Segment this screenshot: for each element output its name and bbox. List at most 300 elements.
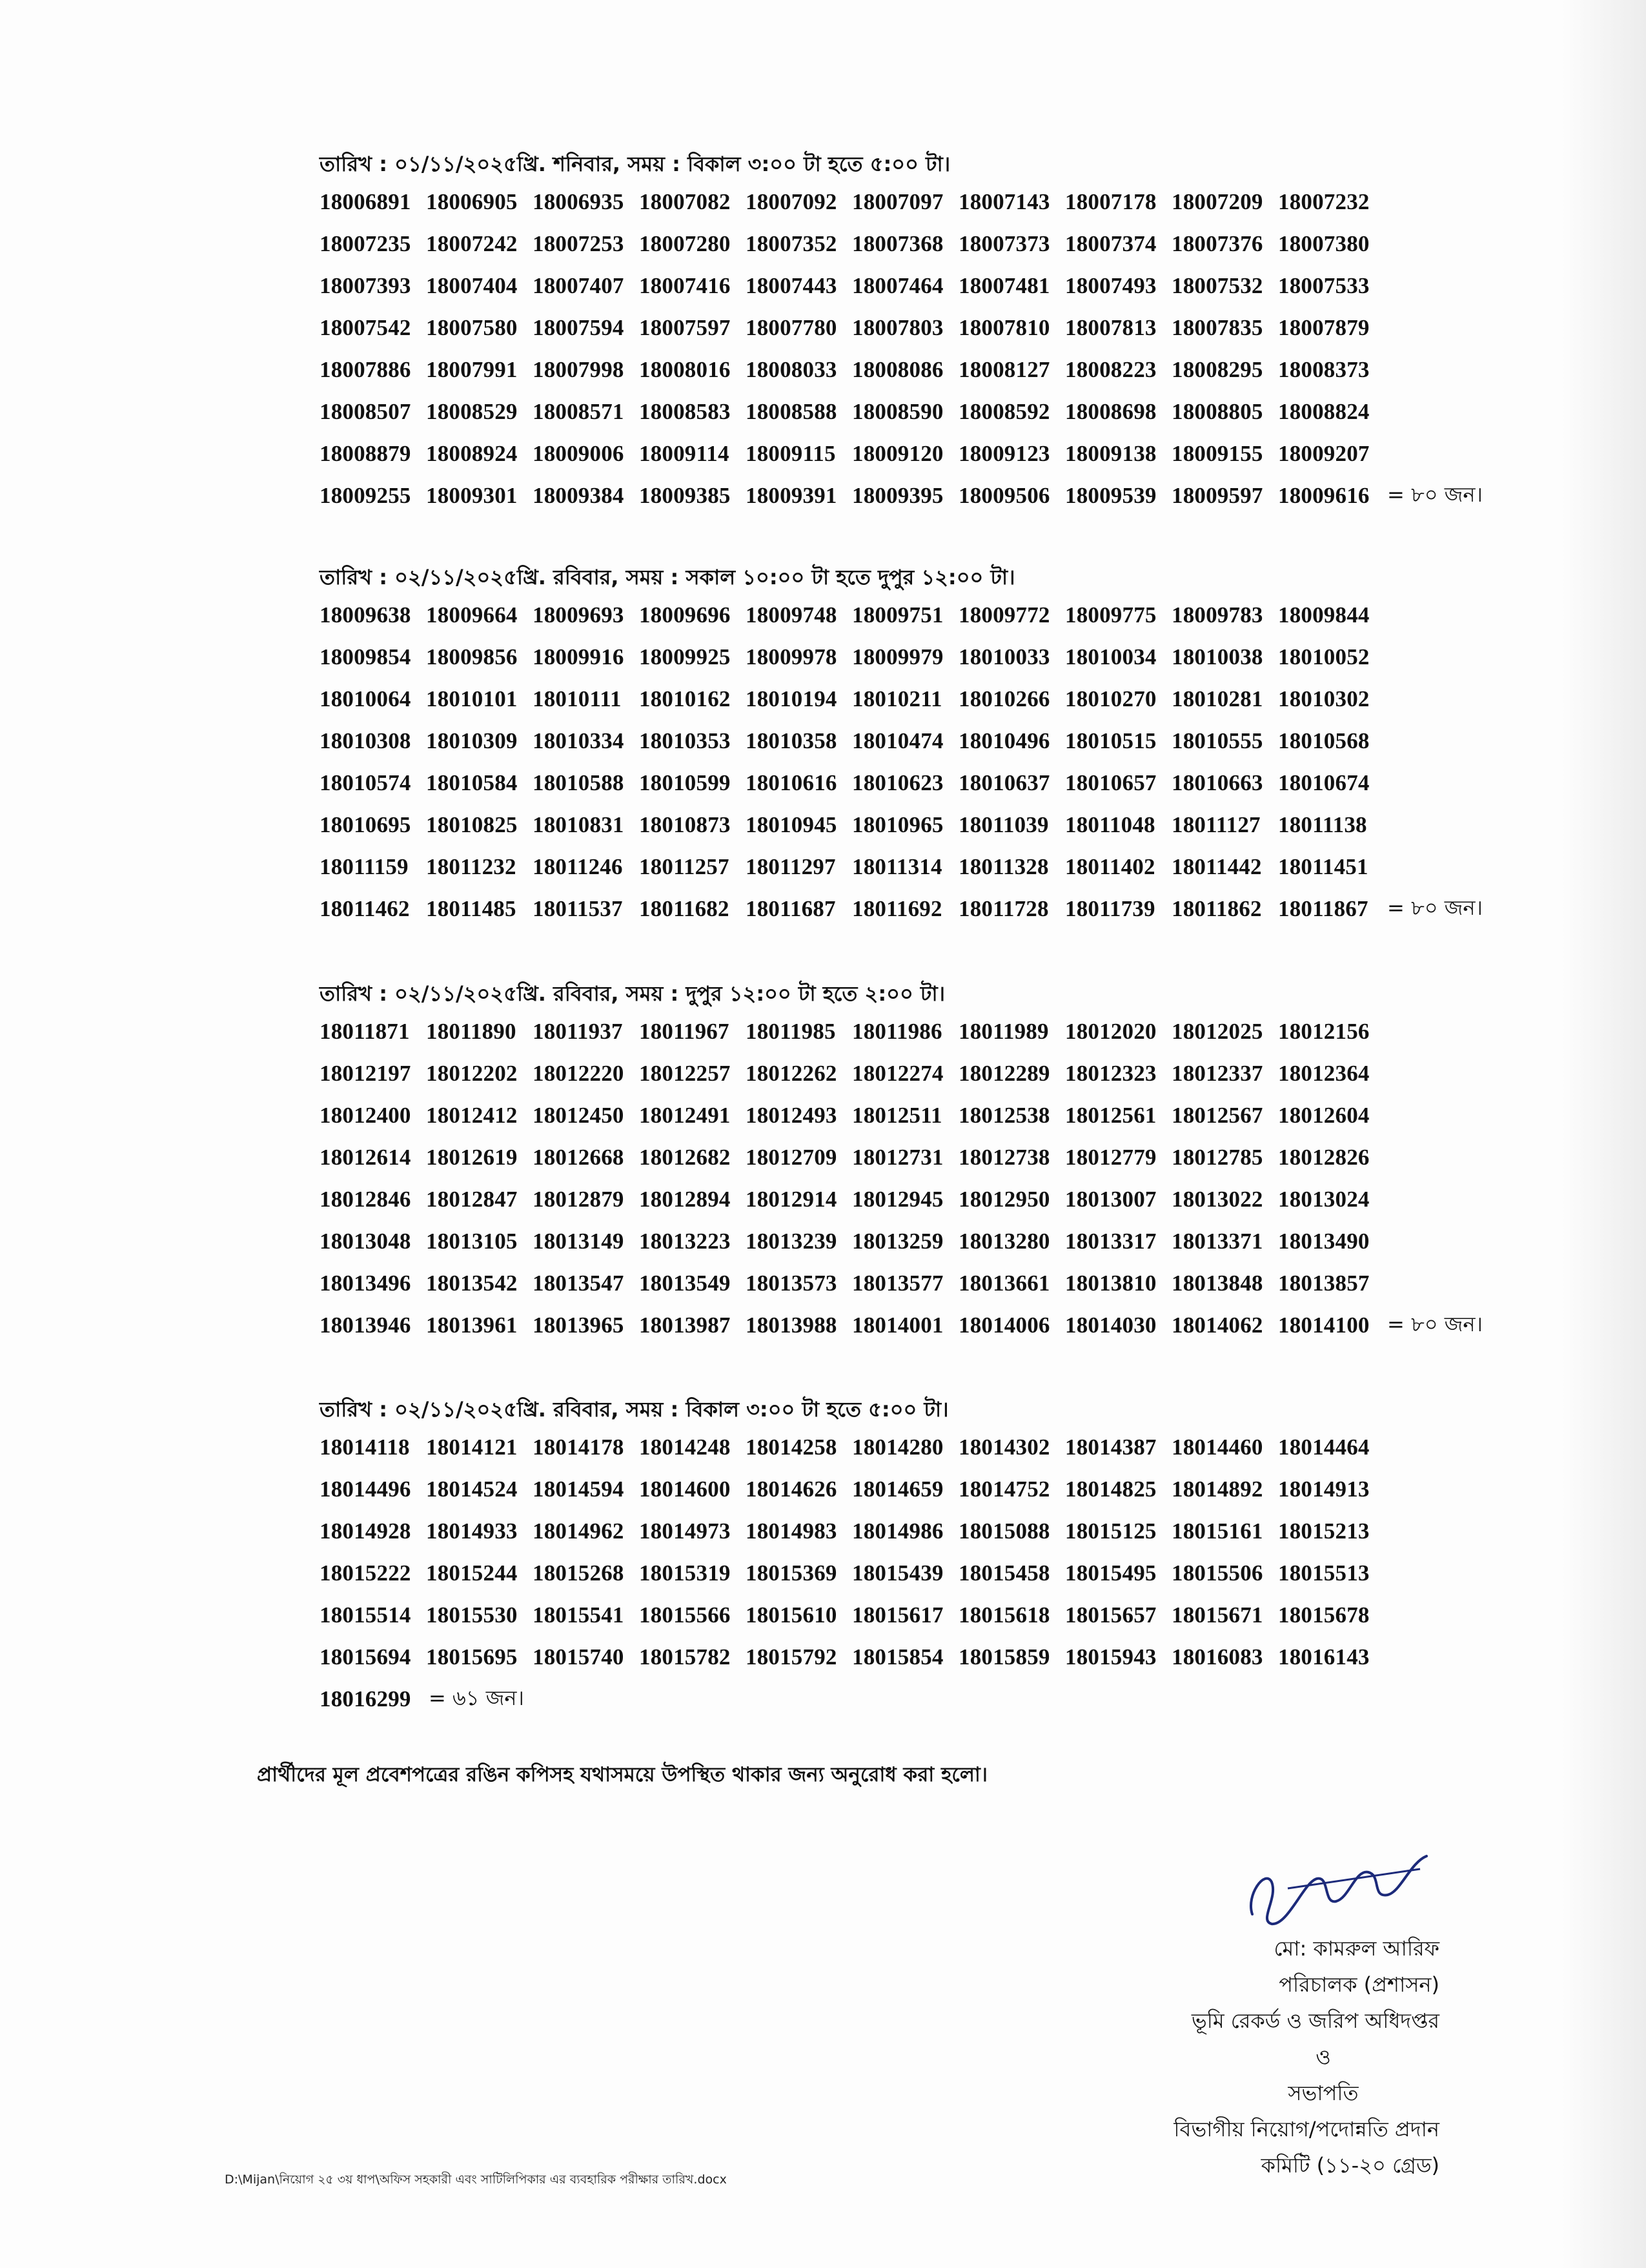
roll-number: 18011462	[320, 895, 410, 921]
roll-number: 18009748	[746, 602, 837, 628]
section-heading: তারিখ : ০২/১১/২০২৫খ্রি. রবিবার, সময় : দুপুর ১২:০০ টা হতে ২:০০ টা।	[320, 981, 946, 1006]
roll-number: 18010873	[639, 812, 731, 837]
roll-number: 18014913	[1278, 1476, 1370, 1502]
roll-number: 18013149	[533, 1228, 624, 1254]
roll-number: 18010965	[852, 812, 944, 837]
roll-number: 18012538	[959, 1102, 1050, 1128]
roll-number: 18007532	[1172, 272, 1263, 298]
roll-number: 18009207	[1278, 440, 1370, 466]
roll-row	[320, 307, 1546, 349]
roll-number: 18015495	[1065, 1560, 1157, 1586]
schedule-section	[320, 147, 1546, 516]
roll-number: 18011485	[426, 895, 516, 921]
roll-number: 18008373	[1278, 356, 1370, 382]
roll-row	[320, 181, 1546, 223]
roll-row	[320, 1426, 1546, 1468]
roll-number: 18010674	[1278, 770, 1370, 795]
roll-number: 18014659	[852, 1476, 944, 1502]
roll-number: 18010616	[746, 770, 837, 795]
roll-number: 18011138	[1278, 812, 1367, 837]
roll-row	[320, 1468, 1546, 1510]
roll-number: 18011257	[639, 853, 729, 879]
roll-number: 18011682	[639, 895, 729, 921]
roll-row	[320, 594, 1546, 636]
roll-number: 18007143	[959, 189, 1050, 214]
roll-number: 18015740	[533, 1644, 624, 1670]
committee-line-2: কমিটি (১১-২০ গ্রেড)	[1261, 2153, 1439, 2178]
roll-number: 18012262	[746, 1060, 837, 1086]
roll-number: 18009255	[320, 482, 411, 508]
roll-number: 18013239	[746, 1228, 837, 1254]
conjunction: ও	[1316, 2045, 1331, 2069]
roll-number: 18010162	[639, 686, 731, 711]
roll-number: 18006891	[320, 189, 411, 214]
roll-number: 18010637	[959, 770, 1050, 795]
roll-row	[320, 1678, 1546, 1720]
roll-number: 18011890	[426, 1018, 516, 1044]
roll-number: 18007082	[639, 189, 731, 214]
roll-number: 18009693	[533, 602, 624, 628]
roll-row	[320, 720, 1546, 762]
roll-row	[320, 1094, 1546, 1136]
roll-number: 18013549	[639, 1270, 731, 1296]
roll-number: 18015695	[426, 1644, 518, 1670]
roll-number: 18010033	[959, 644, 1050, 669]
roll-number: 18011328	[959, 853, 1049, 879]
roll-number: 18013259	[852, 1228, 944, 1254]
roll-number: 18012879	[533, 1186, 624, 1212]
roll-number: 18011451	[1278, 853, 1368, 879]
roll-number: 18015617	[852, 1602, 944, 1628]
roll-number: 18007407	[533, 272, 624, 298]
roll-number: 18015369	[746, 1560, 837, 1586]
roll-number: 18015610	[746, 1602, 837, 1628]
roll-row	[320, 1220, 1546, 1262]
roll-number: 18009751	[852, 602, 944, 628]
roll-number: 18007380	[1278, 230, 1370, 256]
roll-number: 18010052	[1278, 644, 1370, 669]
roll-number: 18012412	[426, 1102, 518, 1128]
roll-number: 18009597	[1172, 482, 1263, 508]
roll-number: 18007533	[1278, 272, 1370, 298]
roll-number: 18012950	[959, 1186, 1050, 1212]
roll-number: 18014460	[1172, 1434, 1263, 1460]
roll-number: 18007594	[533, 314, 624, 340]
roll-number: 18011989	[959, 1018, 1049, 1044]
committee-line-1: বিভাগীয় নিয়োগ/পদোন্নতি প্রদান	[1174, 2117, 1439, 2141]
roll-number: 18012197	[320, 1060, 411, 1086]
roll-number: 18012604	[1278, 1102, 1370, 1128]
roll-number: 18010309	[426, 728, 518, 753]
roll-number: 18008879	[320, 440, 411, 466]
roll-number: 18012511	[852, 1102, 942, 1128]
roll-number: 18009696	[639, 602, 731, 628]
roll-row	[320, 1010, 1546, 1052]
roll-number: 18014496	[320, 1476, 411, 1502]
roll-number: 18009925	[639, 644, 731, 669]
roll-number: 18013848	[1172, 1270, 1263, 1296]
roll-number: 18014524	[426, 1476, 518, 1502]
roll-number: 18015678	[1278, 1602, 1370, 1628]
roll-row	[320, 888, 1546, 930]
roll-number: 18013223	[639, 1228, 731, 1254]
roll-row	[320, 265, 1546, 307]
roll-row	[320, 1178, 1546, 1220]
roll-number: 18012709	[746, 1144, 837, 1170]
roll-number: 18007373	[959, 230, 1050, 256]
roll-number: 18010101	[426, 686, 518, 711]
roll-number: 18009978	[746, 644, 837, 669]
roll-number: 18008295	[1172, 356, 1263, 382]
roll-number: 18015541	[533, 1602, 624, 1628]
roll-number: 18007232	[1278, 189, 1370, 214]
roll-number: 18013105	[426, 1228, 518, 1254]
roll-number: 18007280	[639, 230, 731, 256]
roll-number: 18010695	[320, 812, 411, 837]
file-path-footer: D:\Mijan\নিয়োগ ২৫ ৩য় ধাপ\অফিস সহকারী এবং সাটিলিপিকার এর ব্যবহারিক পরীক্ষার তারিখ.docx	[225, 2172, 727, 2187]
roll-number: 18015859	[959, 1644, 1050, 1670]
roll-number: 18013371	[1172, 1228, 1263, 1254]
roll-number: 18009385	[639, 482, 731, 508]
roll-row	[320, 1262, 1546, 1304]
roll-number: 18015694	[320, 1644, 411, 1670]
roll-number: 18010111	[533, 686, 622, 711]
roll-number: 18010211	[852, 686, 942, 711]
roll-number: 18014464	[1278, 1434, 1370, 1460]
roll-number: 18014600	[639, 1476, 731, 1502]
roll-number: 18015268	[533, 1560, 624, 1586]
roll-number: 18012257	[639, 1060, 731, 1086]
roll-number: 18010831	[533, 812, 624, 837]
roll-number: 18013547	[533, 1270, 624, 1296]
roll-number: 18010599	[639, 770, 731, 795]
roll-row	[320, 1636, 1546, 1678]
signer-name: মো: কামরুল আরিফ	[1274, 1936, 1439, 1961]
roll-number: 18013542	[426, 1270, 518, 1296]
roll-number: 18008507	[320, 398, 411, 424]
roll-number: 18010038	[1172, 644, 1263, 669]
roll-number: 18008824	[1278, 398, 1370, 424]
roll-row	[320, 1052, 1546, 1094]
roll-number: 18008590	[852, 398, 944, 424]
roll-number: 18007376	[1172, 230, 1263, 256]
roll-number: 18014933	[426, 1518, 518, 1544]
roll-number: 18013007	[1065, 1186, 1157, 1212]
roll-number: 18007879	[1278, 314, 1370, 340]
roll-number: 18012894	[639, 1186, 731, 1212]
roll-number: 18009155	[1172, 440, 1263, 466]
roll-number: 18012567	[1172, 1102, 1263, 1128]
roll-number: 18013490	[1278, 1228, 1370, 1254]
roll-number: 18007580	[426, 314, 518, 340]
roll-number: 18009006	[533, 440, 624, 466]
roll-number: 18010568	[1278, 728, 1370, 753]
roll-number: 18010657	[1065, 770, 1157, 795]
roll-number: 18007092	[746, 189, 837, 214]
roll-number: 18013946	[320, 1312, 411, 1338]
roll-number: 18011314	[852, 853, 942, 879]
roll-number: 18012779	[1065, 1144, 1157, 1170]
roll-number: 18012826	[1278, 1144, 1370, 1170]
roll-number: 18012202	[426, 1060, 518, 1086]
roll-number: 18007374	[1065, 230, 1157, 256]
roll-number: 18007780	[746, 314, 837, 340]
roll-number: 18012156	[1278, 1018, 1370, 1044]
roll-number: 18007368	[852, 230, 944, 256]
roll-number: 18012614	[320, 1144, 411, 1170]
roll-number: 18014248	[639, 1434, 731, 1460]
roll-number: 18007542	[320, 314, 411, 340]
roll-number: 18010584	[426, 770, 518, 795]
roll-number: 18014118	[320, 1434, 410, 1460]
instruction-note: প্রার্থীদের মূল প্রবেশপত্রের রঙিন কপিসহ যথাসময়ে উপস্থিত থাকার জন্য অনুরোধ করা হলো।	[257, 1763, 988, 1786]
roll-number: 18012731	[852, 1144, 944, 1170]
roll-number: 18013317	[1065, 1228, 1157, 1254]
roll-number: 18013048	[320, 1228, 411, 1254]
roll-number: 18007886	[320, 356, 411, 382]
roll-number: 18011986	[852, 1018, 942, 1044]
roll-number: 18016083	[1172, 1644, 1263, 1670]
roll-number: 18015161	[1172, 1518, 1263, 1544]
roll-number: 18012400	[320, 1102, 411, 1128]
roll-number: 18011728	[959, 895, 1049, 921]
roll-number: 18007178	[1065, 189, 1157, 214]
roll-number: 18014258	[746, 1434, 837, 1460]
roll-number: 18007493	[1065, 272, 1157, 298]
roll-number: 18013496	[320, 1270, 411, 1296]
roll-number: 18015213	[1278, 1518, 1370, 1544]
roll-number: 18007393	[320, 272, 411, 298]
roll-number: 18007803	[852, 314, 944, 340]
roll-number: 18015618	[959, 1602, 1050, 1628]
roll-number: 18012846	[320, 1186, 411, 1212]
roll-number: 18007597	[639, 314, 731, 340]
roll-number: 18011985	[746, 1018, 836, 1044]
roll-number: 18011692	[852, 895, 942, 921]
roll-number: 18009114	[639, 440, 729, 466]
roll-number: 18010623	[852, 770, 944, 795]
roll-number: 18010663	[1172, 770, 1263, 795]
roll-number: 18009138	[1065, 440, 1157, 466]
roll-number: 18011871	[320, 1018, 410, 1044]
roll-number: 18010574	[320, 770, 411, 795]
roll-number: 18013988	[746, 1312, 837, 1338]
roll-number: 18015513	[1278, 1560, 1370, 1586]
roll-number: 18013573	[746, 1270, 837, 1296]
roll-number: 18015506	[1172, 1560, 1263, 1586]
roll-number: 18011687	[746, 895, 836, 921]
roll-number: 18013280	[959, 1228, 1050, 1254]
section-total: = ৮০ জন।	[1387, 482, 1483, 507]
roll-number: 18014928	[320, 1518, 411, 1544]
roll-number: 18010474	[852, 728, 944, 753]
roll-number: 18011039	[959, 812, 1049, 837]
roll-number: 18011127	[1172, 812, 1261, 837]
roll-row	[320, 636, 1546, 678]
roll-number: 18007443	[746, 272, 837, 298]
roll-number: 18010945	[746, 812, 837, 837]
roll-number: 18009539	[1065, 482, 1157, 508]
roll-number: 18008223	[1065, 356, 1157, 382]
roll-number: 18009301	[426, 482, 518, 508]
roll-number: 18012914	[746, 1186, 837, 1212]
roll-number: 18010064	[320, 686, 411, 711]
roll-number: 18007998	[533, 356, 624, 382]
roll-number: 18007813	[1065, 314, 1157, 340]
roll-number: 18014986	[852, 1518, 944, 1544]
roll-number: 18014387	[1065, 1434, 1157, 1460]
roll-number: 18011862	[1172, 895, 1262, 921]
roll-number: 18009916	[533, 644, 624, 669]
roll-number: 18010555	[1172, 728, 1263, 753]
roll-number: 18009775	[1065, 602, 1157, 628]
roll-number: 18015530	[426, 1602, 518, 1628]
roll-number: 18011402	[1065, 853, 1155, 879]
roll-number: 18006905	[426, 189, 518, 214]
roll-number: 18012738	[959, 1144, 1050, 1170]
roll-number: 18012450	[533, 1102, 624, 1128]
roll-number: 18014302	[959, 1434, 1050, 1460]
roll-number: 18007404	[426, 272, 518, 298]
roll-number: 18012493	[746, 1102, 837, 1128]
roll-number: 18007352	[746, 230, 837, 256]
roll-number: 18011048	[1065, 812, 1155, 837]
roll-number: 18014178	[533, 1434, 624, 1460]
roll-number: 18007253	[533, 230, 624, 256]
roll-number: 18009395	[852, 482, 944, 508]
roll-number: 18014280	[852, 1434, 944, 1460]
roll-number: 18013965	[533, 1312, 624, 1338]
roll-number: 18010358	[746, 728, 837, 753]
roll-number: 18009844	[1278, 602, 1370, 628]
roll-number: 18007235	[320, 230, 411, 256]
roll-number: 18007835	[1172, 314, 1263, 340]
roll-number: 18010334	[533, 728, 624, 753]
roll-number: 18011937	[533, 1018, 623, 1044]
roll-number: 18008592	[959, 398, 1050, 424]
roll-number: 18011246	[533, 853, 623, 879]
roll-number: 18012025	[1172, 1018, 1263, 1044]
roll-number: 18015854	[852, 1644, 944, 1670]
roll-row	[320, 846, 1546, 888]
roll-number: 18008529	[426, 398, 518, 424]
roll-number: 18007097	[852, 189, 944, 214]
roll-number: 18013024	[1278, 1186, 1370, 1212]
roll-number: 18009979	[852, 644, 944, 669]
roll-number: 18015657	[1065, 1602, 1157, 1628]
roll-row	[320, 223, 1546, 265]
section-total: = ৮০ জন।	[1387, 1311, 1483, 1336]
roll-number: 18009384	[533, 482, 624, 508]
schedule-section	[320, 560, 1546, 930]
roll-row	[320, 349, 1546, 391]
roll-number: 18015943	[1065, 1644, 1157, 1670]
handwritten-signature	[1226, 1843, 1433, 1934]
schedule-section	[320, 1393, 1546, 1720]
roll-row	[320, 1136, 1546, 1178]
roll-number: 18008086	[852, 356, 944, 382]
roll-number: 18012337	[1172, 1060, 1263, 1086]
roll-number: 18014983	[746, 1518, 837, 1544]
roll-number: 18007810	[959, 314, 1050, 340]
roll-number: 18012274	[852, 1060, 944, 1086]
roll-number: 18008924	[426, 440, 518, 466]
roll-number: 18007991	[426, 356, 518, 382]
roll-number: 18012220	[533, 1060, 624, 1086]
roll-number: 18015782	[639, 1644, 731, 1670]
section-heading: তারিখ : ০১/১১/২০২৫খ্রি. শনিবার, সময় : বিকাল ৩:০০ টা হতে ৫:০০ টা।	[320, 152, 951, 176]
roll-number: 18007416	[639, 272, 731, 298]
roll-row	[320, 1552, 1546, 1594]
roll-number: 18008571	[533, 398, 624, 424]
roll-number: 18012619	[426, 1144, 518, 1170]
roll-number: 18008583	[639, 398, 731, 424]
roll-number: 18010588	[533, 770, 624, 795]
roll-number: 18009616	[1278, 482, 1370, 508]
roll-number: 18008033	[746, 356, 837, 382]
roll-number: 18015458	[959, 1560, 1050, 1586]
roll-number: 18012668	[533, 1144, 624, 1170]
roll-number: 18012945	[852, 1186, 944, 1212]
roll-number: 18009854	[320, 644, 411, 669]
roll-number: 18010496	[959, 728, 1050, 753]
roll-number: 18010266	[959, 686, 1050, 711]
roll-number: 18013661	[959, 1270, 1050, 1296]
roll-number: 18012491	[639, 1102, 731, 1128]
roll-number: 18014030	[1065, 1312, 1157, 1338]
roll-number: 18008698	[1065, 398, 1157, 424]
roll-number: 18014752	[959, 1476, 1050, 1502]
roll-number: 18008805	[1172, 398, 1263, 424]
roll-number: 18011967	[639, 1018, 729, 1044]
roll-number: 18013961	[426, 1312, 518, 1338]
roll-number: 18010353	[639, 728, 731, 753]
schedule-section	[320, 977, 1546, 1346]
roll-number: 18012323	[1065, 1060, 1157, 1086]
roll-number: 18013857	[1278, 1270, 1370, 1296]
roll-number: 18012561	[1065, 1102, 1157, 1128]
roll-number: 18009856	[426, 644, 518, 669]
section-total: = ৮০ জন।	[1387, 895, 1483, 920]
roll-row	[320, 804, 1546, 846]
roll-number: 18010194	[746, 686, 837, 711]
roll-number: 18011442	[1172, 853, 1262, 879]
roll-row	[320, 1304, 1546, 1346]
roll-number: 18015319	[639, 1560, 731, 1586]
roll-number: 18008588	[746, 398, 837, 424]
signer-role: সভাপতি	[1288, 2081, 1359, 2105]
roll-row	[320, 391, 1546, 433]
roll-number: 18011867	[1278, 895, 1368, 921]
roll-number: 18014973	[639, 1518, 731, 1544]
roll-number: 18012785	[1172, 1144, 1263, 1170]
roll-number: 18014062	[1172, 1312, 1263, 1338]
roll-number: 18012364	[1278, 1060, 1370, 1086]
roll-number: 18007209	[1172, 189, 1263, 214]
roll-number: 18011537	[533, 895, 623, 921]
roll-number: 18015222	[320, 1560, 411, 1586]
roll-number: 18009506	[959, 482, 1050, 508]
roll-number: 18014626	[746, 1476, 837, 1502]
roll-number: 18014892	[1172, 1476, 1263, 1502]
roll-number: 18015125	[1065, 1518, 1157, 1544]
roll-row	[320, 433, 1546, 475]
roll-number: 18007242	[426, 230, 518, 256]
roll-number: 18013022	[1172, 1186, 1263, 1212]
roll-number: 18014006	[959, 1312, 1050, 1338]
roll-number: 18014001	[852, 1312, 944, 1338]
roll-number: 18010302	[1278, 686, 1370, 711]
